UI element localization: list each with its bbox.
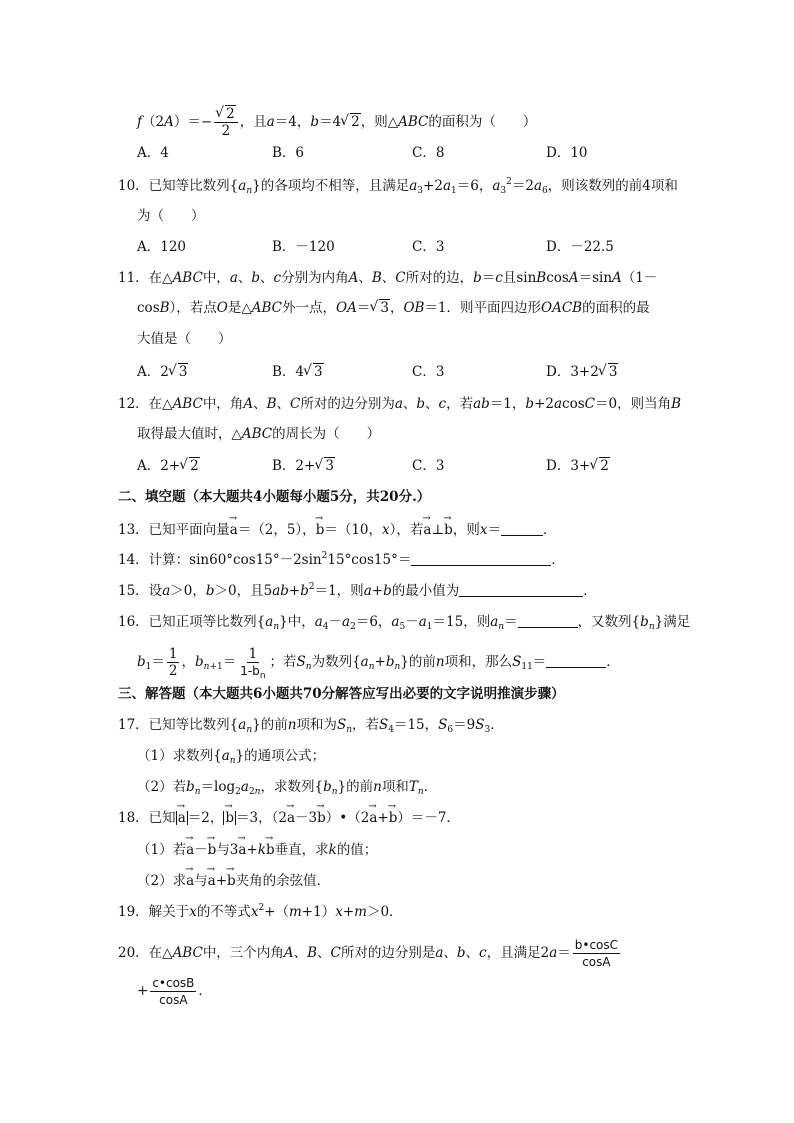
q9-continuation: f（2A）＝− √ $\frac{2}{2}$ ，且a＝4，b＝4√ 2，则△ABC的面积为（ ）: [137, 106, 536, 139]
section-3-heading: 三、解答题（本大题共6小题共70分解答应写出必要的文字说明推演步骤）: [118, 686, 565, 702]
q11-line-3: 大值是（ ）: [137, 331, 232, 347]
q9-option-b: B．6: [272, 145, 305, 161]
q17-part-1: （1）求数列$\{a_n\}$的通项公式；: [137, 748, 326, 766]
q10-option-c: C．3: [412, 239, 445, 255]
q11-option-d: D．3+2√ 3: [546, 362, 618, 382]
section-2-heading: 二、填空题（本大题共4小题每小题5分，共20分.）: [118, 489, 431, 505]
q9-option-c: C．8: [412, 145, 445, 161]
q11-line-2: cosB），若点O是△ABC外一点，OA＝√ 3，OB＝1．则平面四边形OACB的面积的最: [137, 298, 650, 318]
q17-line-1: 17．已知等比数列$\{a_n\}$的前n项和为$S_n$，若$S_4=15$，$S_6=9S_3$．: [118, 717, 504, 735]
q17-part-2: （2）若$b_n=\log_2a_{2n}$，求数列$\{b_n\}$的前n项和$T_n$．: [137, 779, 438, 797]
q12-line-1: 12．在△ABC中，角A、B、C所对的边分别为a、b、c，若ab＝1，b+2acosC＝0，则当角B: [118, 396, 682, 412]
q10-line-1: 10．已知等比数列$\{a_n\}$的各项均不相等，且满足$a_3+2a_1=6$，$a_3^2=2a_6$，则该数列的前4项和: [118, 177, 678, 196]
q12-option-b: B．2+√ 3: [272, 456, 335, 476]
q20-line-2: + $\frac{c•\cos B}{\cos A}$ ．: [137, 976, 212, 1007]
q18-part-1: （1）若→ a－→ b与3→ a+k→ b垂直，求k的值；: [137, 840, 377, 860]
q16-line-1: 16．已知正项等比数列$\{a_n\}$中，$a_4-a_2=6$，$a_5-a_1=15$，则$a_n=$ ，又数列$\{b_n\}$满足: [118, 614, 691, 632]
q10-line-2: 为（ ）: [137, 208, 205, 224]
q9-option-a: A．4: [137, 145, 169, 161]
q19: 19．解关于x的不等式$x^2+(m+1)x+m>0$．: [118, 903, 403, 920]
q16-line-2: $b_1=$ $\frac{1}{2}$ ，$b_{n+1}=$ $\frac{1}{1-b_n}$ ；若$S_n$为数列$\{a_n+b_n\}$的前n项和，那么$S_{11}=$ ．: [137, 646, 620, 681]
q10-option-d: D．－22.5: [546, 239, 614, 255]
q14: 14．计算：$\sin 60^\circ\cos 15^\circ-2\sin^215^\circ\cos 15^\circ=$ ．: [118, 551, 565, 568]
q12-option-a: A．2+√ 2: [137, 456, 200, 476]
q15: 15．设a＞0，b＞0，且$5ab+b^2=1$，则a+b的最小值为 ．: [118, 582, 597, 599]
q10-option-a: A．120: [137, 239, 187, 255]
q11-option-a: A．2√ 3: [137, 362, 188, 382]
q18-line-1: 18．已知→ a ＝2，→ b ＝3，（2→ a－3→ b）•（2→ a+→ b）＝－7．: [118, 808, 460, 828]
q12-line-2: 取得最大值时，△ABC的周长为（ ）: [137, 426, 381, 442]
q10-option-b: B．－120: [272, 239, 335, 255]
q18-part-2: （2）求→ a与→ a+→ b夹角的余弦值．: [137, 871, 330, 891]
q20-line-1: 20．在△ABC中，三个内角A、B、C所对的边分别是a、b、c，且满足2a＝ $\frac{b•\cos C}{\cos A}$: [118, 938, 619, 969]
q11-line-1: 11．在△ABC中，a、b、c分别为内角A、B、C所对的边，b＝c且sinBcosA＝sinA（1－: [118, 270, 658, 286]
q13: 13．已知平面向量→ a＝（2，5），→ b＝（10，x），若→ a⊥→ b，则x＝ ．: [118, 520, 556, 540]
q9-fraction: √ $\frac{2}{2}$: [214, 106, 238, 139]
q12-option-d: D．3+√ 2: [546, 456, 610, 476]
q11-option-b: B．4√ 3: [272, 362, 324, 382]
q11-option-c: C．3: [412, 364, 445, 380]
q9-option-d: D．10: [546, 145, 588, 161]
q12-option-c: C．3: [412, 458, 445, 474]
